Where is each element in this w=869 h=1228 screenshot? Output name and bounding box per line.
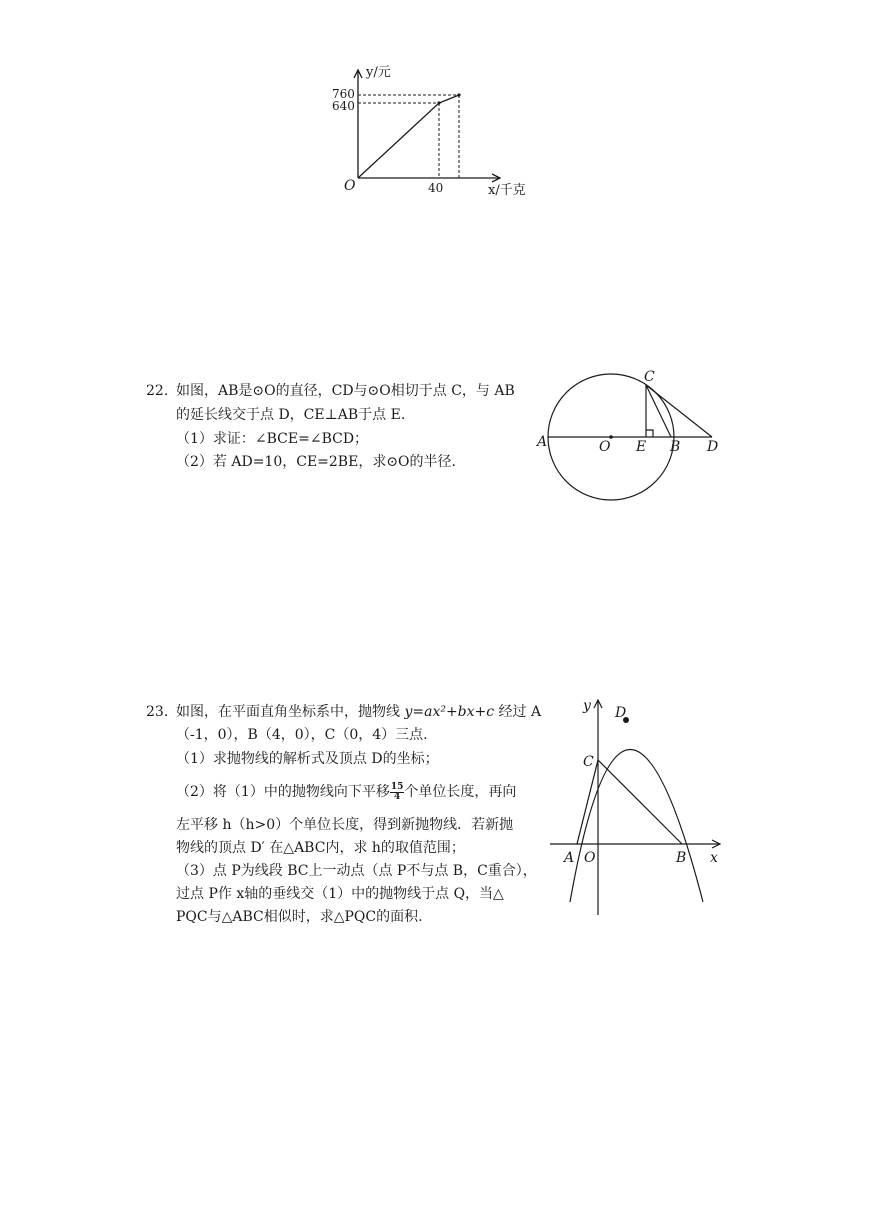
- q23-label-O: O: [584, 850, 596, 866]
- q22-line-3: （1）求证：∠BCE=∠BCD；: [176, 431, 369, 447]
- q23-parabola-figure: [545, 690, 730, 920]
- q22-label-D: D: [707, 439, 719, 455]
- graph1-point-760: [457, 93, 460, 96]
- q23-line-CB: [598, 760, 682, 844]
- q23-label-A: A: [564, 850, 575, 866]
- q22-label-E: E: [636, 439, 647, 455]
- q23-line-AC: [577, 760, 598, 844]
- q23-label-D: D: [615, 705, 627, 721]
- q23-line-4b: 个单位长度，再向: [404, 784, 517, 800]
- q23-line-5: 左平移 h（h>0）个单位长度，得到新抛物线．若新抛: [176, 817, 514, 833]
- q22-label-C: C: [644, 370, 655, 385]
- q23-line-1b: 经过 A: [494, 704, 542, 720]
- q23-frac-num: 15: [390, 781, 404, 792]
- graph1-tick-640: 640: [332, 99, 355, 113]
- q22-circle-figure: [535, 370, 730, 505]
- q23-line-2: （-1，0），B（4，0），C（0，4）三点.: [176, 727, 428, 743]
- q23-label-C: C: [583, 754, 594, 770]
- q23-formula: y=ax²+bx+c: [404, 704, 495, 720]
- q22-line-CB: [646, 385, 671, 437]
- q23-label-B: B: [676, 850, 687, 866]
- graph1-tick-40: 40: [428, 181, 444, 195]
- q23-label-y: y: [583, 698, 591, 714]
- q22-label-A: A: [537, 434, 548, 450]
- q22-right-angle-mark: [646, 430, 653, 437]
- q23-line-1: [176, 702, 541, 722]
- q23-line-4a: （2）将（1）中的抛物线向下平移: [176, 784, 390, 800]
- q23-line-7: （3）点 P为线段 BC上一动点（点 P不与点 B，C重合），: [176, 863, 537, 879]
- price-weight-graph: [330, 60, 540, 200]
- q22-line-1: 如图，AB是⊙O的直径，CD与⊙O相切于点 C，与 AB: [176, 383, 515, 399]
- q23-line-8: 过点 P作 x轴的垂线交（1）中的抛物线于点 Q，当△: [176, 886, 504, 902]
- q22-line-2: 的延长线交于点 D，CE⊥AB于点 E.: [176, 407, 406, 423]
- graph1-point-640: [437, 101, 440, 104]
- q23-line-6: 物线的顶点 D′ 在△ABC内，求 h的取值范围；: [176, 840, 465, 856]
- q23-fraction: [390, 783, 405, 802]
- q23-frac-den: 4: [393, 791, 401, 802]
- q23-line-9: PQC与△ABC相似时，求△PQC的面积.: [176, 909, 423, 925]
- q22-number: 22.: [146, 383, 169, 399]
- graph1-price-line: [358, 95, 459, 178]
- q23-label-x: x: [710, 850, 718, 866]
- graph1-origin-label: O: [344, 178, 356, 194]
- q22-label-O: O: [599, 439, 611, 455]
- q23-parabola: [570, 750, 703, 903]
- q23-line-3: （1）求抛物线的解析式及顶点 D的坐标；: [176, 751, 439, 767]
- q22-label-B: B: [670, 439, 681, 455]
- q22-line-4: （2）若 AD=10，CE=2BE，求⊙O的半径.: [176, 454, 456, 470]
- graph1-x-label: x/千克: [488, 183, 526, 198]
- q23-line-1a: 如图，在平面直角坐标系中，抛物线: [176, 704, 405, 720]
- q23-line-4: [176, 782, 516, 802]
- graph1-y-label: y/元: [366, 65, 391, 80]
- graph1-tick-760: 760: [332, 87, 355, 101]
- q23-number: 23.: [146, 704, 169, 720]
- q22-line-CD: [646, 385, 712, 437]
